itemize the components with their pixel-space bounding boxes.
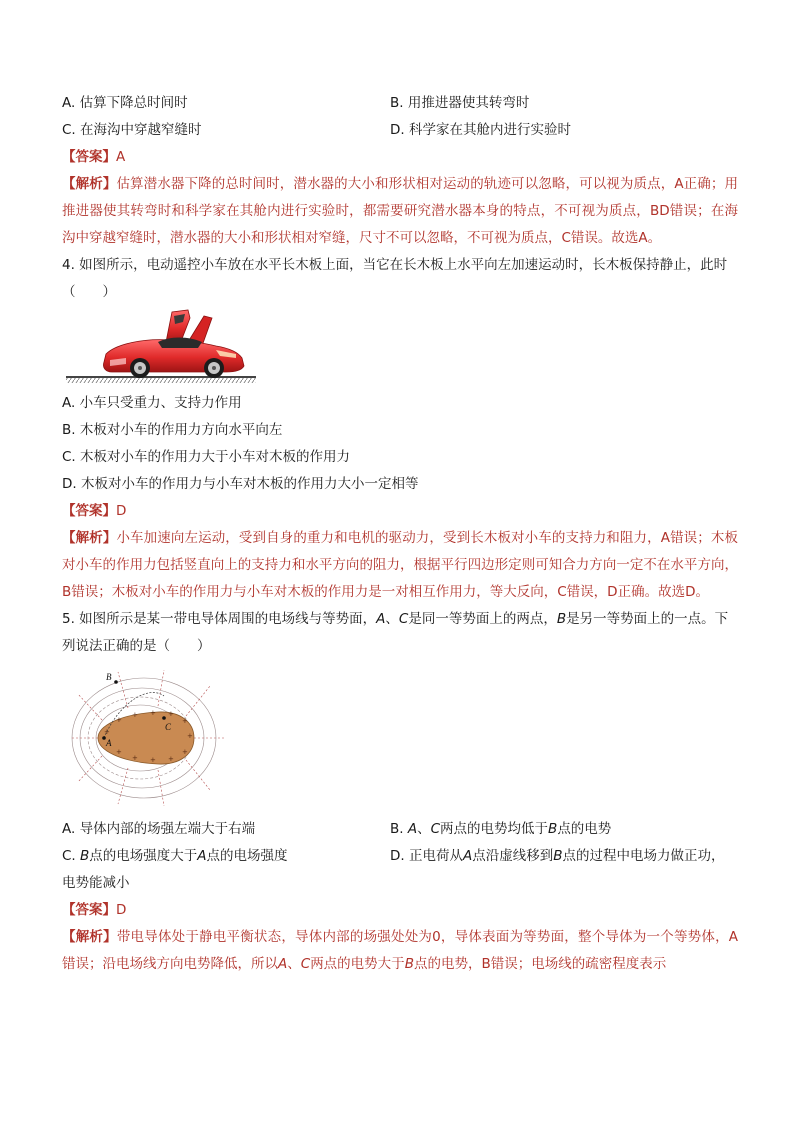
- q5-option-d-continued: 电势能减小: [62, 875, 130, 891]
- q3-option-c: C. 在海沟中穿越窄缝时: [62, 122, 202, 138]
- svg-text:+: +: [116, 748, 122, 756]
- svg-text:+: +: [168, 710, 174, 718]
- q4-answer: [62, 498, 738, 525]
- q5-stem-part: 5. 如图所示是某一带电导体周围的电场线与等势面，: [62, 611, 377, 627]
- q5-option-b: [390, 816, 611, 843]
- point-b-label: B: [404, 956, 414, 972]
- point-b-label: B: [548, 821, 558, 837]
- explanation-text: 带电导体处于静电平衡状态，导体内部的场强处处为0，导体表面为等势面，整个导体为一个等势体，A错误；沿电场线方向电势降低，所以: [62, 929, 739, 972]
- point-a-label: A: [407, 821, 418, 837]
- q4-option-c: C. 木板对小车的作用力大于小车对木板的作用力: [62, 449, 351, 465]
- q3-option-a: A. 估算下降总时间时: [62, 95, 188, 111]
- svg-text:+: +: [187, 732, 193, 740]
- q5-stem-part: 是同一等势面上的两点，: [408, 611, 557, 627]
- point-b-label: B: [553, 848, 563, 864]
- q5-stem: [62, 606, 738, 660]
- option-text: B.: [390, 821, 408, 837]
- q5-answer: [62, 897, 738, 924]
- point-c-label: C: [430, 821, 441, 837]
- q5-options-row-1: [62, 816, 738, 843]
- point-b-label: B: [556, 611, 567, 627]
- q3-options-row-2: [62, 117, 738, 144]
- q3-explanation: [62, 171, 738, 252]
- q3-option-b: B. 用推进器使其转弯时: [390, 95, 530, 111]
- point-c-label: C: [300, 956, 311, 972]
- document-page: [62, 90, 738, 978]
- explanation-tag: 【解析】: [62, 530, 117, 546]
- svg-text:+: +: [116, 716, 122, 724]
- svg-text:+: +: [168, 755, 174, 763]
- q5-option-a: A. 导体内部的场强左端大于右端: [62, 821, 256, 837]
- q5-stem-separator: 、: [385, 611, 399, 627]
- svg-text:+: +: [104, 728, 110, 736]
- q5-answer-value: D: [116, 902, 127, 918]
- svg-text:+: +: [150, 709, 156, 717]
- option-text: 点的电势: [557, 821, 612, 837]
- explanation-tag: 【解析】: [62, 929, 117, 945]
- q5-stem-part: 是另一等势面上的一点。下列说法正确的是（ ）: [62, 611, 729, 654]
- explanation-text: 两点的电势大于: [310, 956, 405, 972]
- option-text: 两点的电势均低于: [440, 821, 549, 837]
- explanation-text: 、: [287, 956, 301, 972]
- answer-tag: 【答案】: [62, 503, 116, 519]
- q4-option-d: D. 木板对小车的作用力与小车对木板的作用力大小一定相等: [62, 476, 419, 492]
- q3-option-d: D. 科学家在其舱内进行实验时: [390, 122, 571, 138]
- point-a-label: A: [462, 848, 473, 864]
- answer-tag: 【答案】: [62, 149, 116, 165]
- q5-options-row-2: [62, 843, 738, 870]
- point-a-label: A: [376, 611, 386, 627]
- option-text: C.: [62, 848, 81, 864]
- svg-text:+: +: [182, 748, 188, 756]
- option-text: 、: [417, 821, 431, 837]
- q3-explanation-text: 估算潜水器下降的总时间时，潜水器的大小和形状相对运动的轨迹可以忽略，可以视为质点，A正确；用推进器使其转弯时和科学家在其舱内进行实验时，都需要研究潜水器本身的特点，不可视为质点，BD错误；在海沟中穿越窄缝时，潜水器的大小和形状相对窄缝，尺寸不可以忽略，不可视为质点，C错误。故选A。: [62, 176, 739, 246]
- option-text: 点的电场强度大于: [89, 848, 198, 864]
- q4-option-a: A. 小车只受重力、支持力作用: [62, 395, 242, 411]
- q4-answer-value: D: [116, 503, 127, 519]
- svg-text:+: +: [132, 711, 138, 719]
- option-text: 点的过程中电场力做正功，: [562, 848, 725, 864]
- electric-field-figure: [68, 664, 228, 812]
- q4-option-b: B. 木板对小车的作用力方向水平向左: [62, 422, 283, 438]
- point-b-label: B: [80, 848, 90, 864]
- point-a-label: A: [278, 956, 288, 972]
- explanation-text: 点的电势，B错误；电场线的疏密程度表示: [413, 956, 667, 972]
- q4-explanation: [62, 525, 738, 606]
- figure-point-b: B: [106, 672, 112, 682]
- figure-point-c: C: [165, 722, 172, 732]
- answer-tag: 【答案】: [62, 902, 116, 918]
- option-text: 点沿虚线移到: [472, 848, 554, 864]
- remote-car-figure: [66, 308, 256, 384]
- explanation-tag: 【解析】: [62, 176, 117, 192]
- q5-explanation: [62, 924, 738, 978]
- q4-stem: 4. 如图所示，电动遥控小车放在水平长木板上面，当它在长木板上水平向左加速运动时，长木板保持静止，此时（ ）: [62, 257, 728, 300]
- point-c-label: C: [398, 611, 409, 627]
- svg-text:+: +: [132, 754, 138, 762]
- q3-options-row-1: [62, 90, 738, 117]
- svg-text:+: +: [150, 756, 156, 764]
- q5-option-c: [62, 843, 390, 870]
- q3-answer-value: A: [116, 149, 126, 165]
- q4-explanation-text: 小车加速向左运动，受到自身的重力和电机的驱动力，受到长木板对小车的支持力和阻力，A错误；木板对小车的作用力包括竖直向上的支持力和水平方向的阻力，根据平行四边形定则可知合力方向一定不在水平方向，B错误；木板对小车的作用力与小车对木板的作用力是一对相互作用力，等大反向，C错误，D正确。故选D。: [62, 530, 739, 600]
- option-text: 点的电场强度: [206, 848, 288, 864]
- q3-answer: [62, 144, 738, 171]
- figure-point-a: A: [106, 738, 112, 748]
- svg-text:+: +: [182, 717, 188, 725]
- point-a-label: A: [197, 848, 207, 864]
- q5-option-d: [390, 843, 725, 870]
- option-text: D. 正电荷从: [390, 848, 463, 864]
